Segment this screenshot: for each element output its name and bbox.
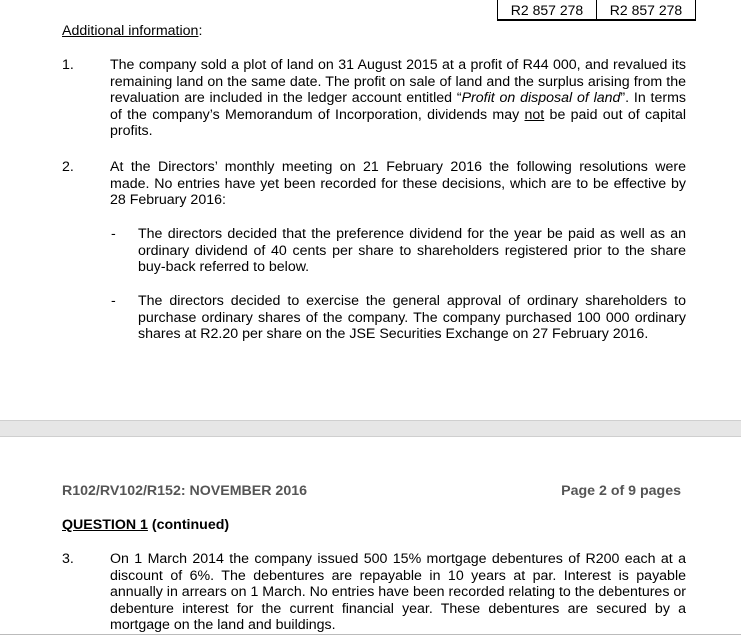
item-3-number: 3.	[62, 551, 74, 567]
bullet-2-text: The directors decided to exercise the general approval of ordinary shareholders to purchase ordinary shares of the company. The company purchased 100 000 ordinary shares at R2.20 per share on the JSE Securities Exchange on 27 February 2016.	[138, 293, 686, 343]
page-number: Page 2 of 9 pages	[561, 483, 681, 499]
item-1-number: 1.	[62, 57, 74, 73]
total-debit: R2 857 278	[498, 0, 597, 20]
bottom-rule	[0, 634, 741, 635]
total-credit: R2 857 278	[609, 2, 683, 18]
exam-code: R102/RV102/R152: NOVEMBER 2016	[62, 483, 307, 499]
bullet-1-text: The directors decided that the preference dividend for the year be paid as well as an ordinary dividend of 40 cents per share to shareholders registered prior to the share buy-back referred to below.	[138, 226, 686, 276]
item-1-text: The company sold a plot of land on 31 August 2015 at a profit of R44 000, and revalued its remaining land on the same date. The profit on sale of land and the surplus arising from the revaluation are included in the ledger account entitled “Profit on disposal of land”. In terms of the company’s Memorandum of Incorporation, dividends may not be paid out of capital profits.	[110, 57, 686, 140]
item-2-text: At the Directors’ monthly meeting on 21 February 2016 the following resolutions were made. No entries have yet been recorded for these decisions, which are to be effective by 28 February 2016:	[110, 159, 686, 209]
bullet-1-dash: -	[111, 226, 116, 242]
question-title: QUESTION 1 (continued)	[62, 517, 230, 533]
bullet-2-dash: -	[111, 293, 116, 309]
totals-row	[497, 0, 696, 21]
additional-info-heading: Additional information:	[62, 23, 203, 39]
page-break	[0, 420, 741, 437]
item-3-text: On 1 March 2014 the company issued 500 15% mortgage debentures of R200 each at a discount of 6%. The debentures are repayable in 10 years at par. Interest is payable annually in arrears on 1 March. No entries have been recorded relating to the debentures or debenture interest for the current financial year. These debentures are secured by a mortgage on the land and buildings.	[110, 551, 686, 634]
totals-double-rule	[497, 19, 696, 21]
item-2-number: 2.	[62, 159, 74, 175]
